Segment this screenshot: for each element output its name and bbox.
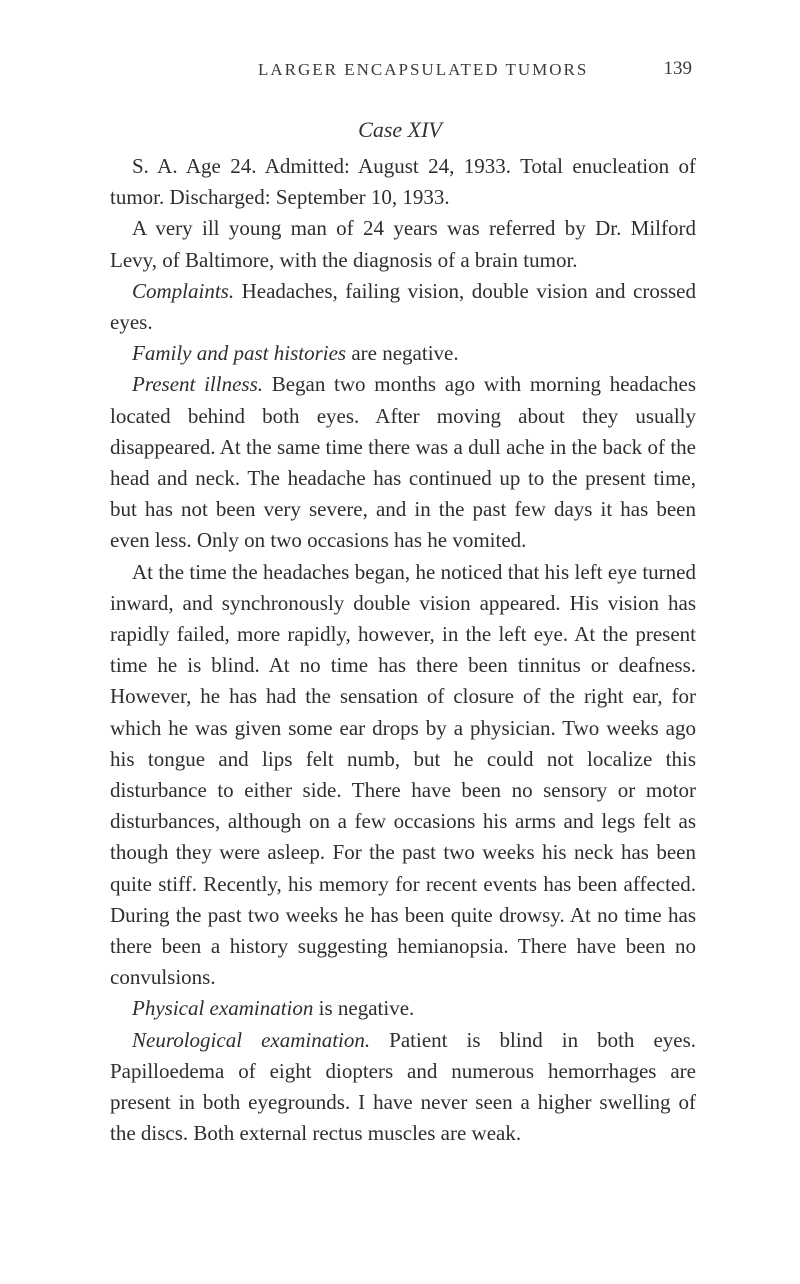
section-label-present-illness: Present illness. bbox=[132, 372, 263, 397]
section-label-neurological-examination: Neurological examination. bbox=[132, 1027, 371, 1052]
page-number: 139 bbox=[663, 58, 692, 79]
section-label-complaints: Complaints. bbox=[132, 278, 235, 303]
paragraph-referral: A very ill young man of 24 years was referred by Dr. Milford Levy, of Baltimore, with the diagnosis of a brain tumor. bbox=[110, 216, 696, 272]
paragraph-physical-examination: Physical examination is negative. bbox=[132, 996, 415, 1021]
case-body bbox=[110, 151, 696, 1150]
paragraph-symptom-course: At the time the headaches began, he noticed that his left eye turned inward, and synchronously double vision appeared. His vision has rapidly failed, more rapidly, however, in the left eye. At the present time he is blind. At no time has there been tinnitus or deafness. However, he has had the sensation of closure of the right ear, for which he was given some ear drops by a physician. Two weeks ago his tongue and lips felt numb, but he could not localize this disturbance to either side. There have been no sensory or motor disturbances, although on a few occasions his arms and legs felt as though they were asleep. For the past two weeks his neck has been quite stiff. Recently, his memory for recent events has been affected. During the past two weeks he has been quite drowsy. At no time has there been a history suggesting hemianopsia. There have been no convulsions. bbox=[110, 559, 696, 990]
section-label-physical-examination: Physical examination bbox=[132, 996, 314, 1021]
case-heading: Case XIV bbox=[358, 117, 442, 142]
running-head: LARGER ENCAPSULATED TUMORS bbox=[258, 60, 589, 79]
paragraph-patient-admission: S. A. Age 24. Admitted: August 24, 1933. Total enucleation of tumor. Discharged: September 10, 1933. bbox=[110, 154, 696, 210]
paragraph-family-history: Family and past histories are negative. bbox=[132, 341, 459, 366]
paragraph-present-illness: Present illness. Began two months ago with morning headaches located behind both eyes. After moving about they usually disappeared. At the same time there was a dull ache in the back of the head and neck. The headache has continued up to the present time, but has not been very severe, and in the past few days it has been even less. Only on two occasions has he vomited. bbox=[110, 372, 696, 553]
paragraph-complaints: Complaints. Headaches, failing vision, double vision and crossed eyes. bbox=[110, 278, 696, 335]
paragraph-neurological-examination: Neurological examination. Patient is blind in both eyes. Papilloedema of eight diopters and numerous hemorrhages are present in both eyegrounds. I have never seen a higher swelling of the discs. Both external rectus muscles are weak. bbox=[110, 1027, 697, 1146]
section-label-family-history: Family and past histories bbox=[132, 341, 347, 366]
